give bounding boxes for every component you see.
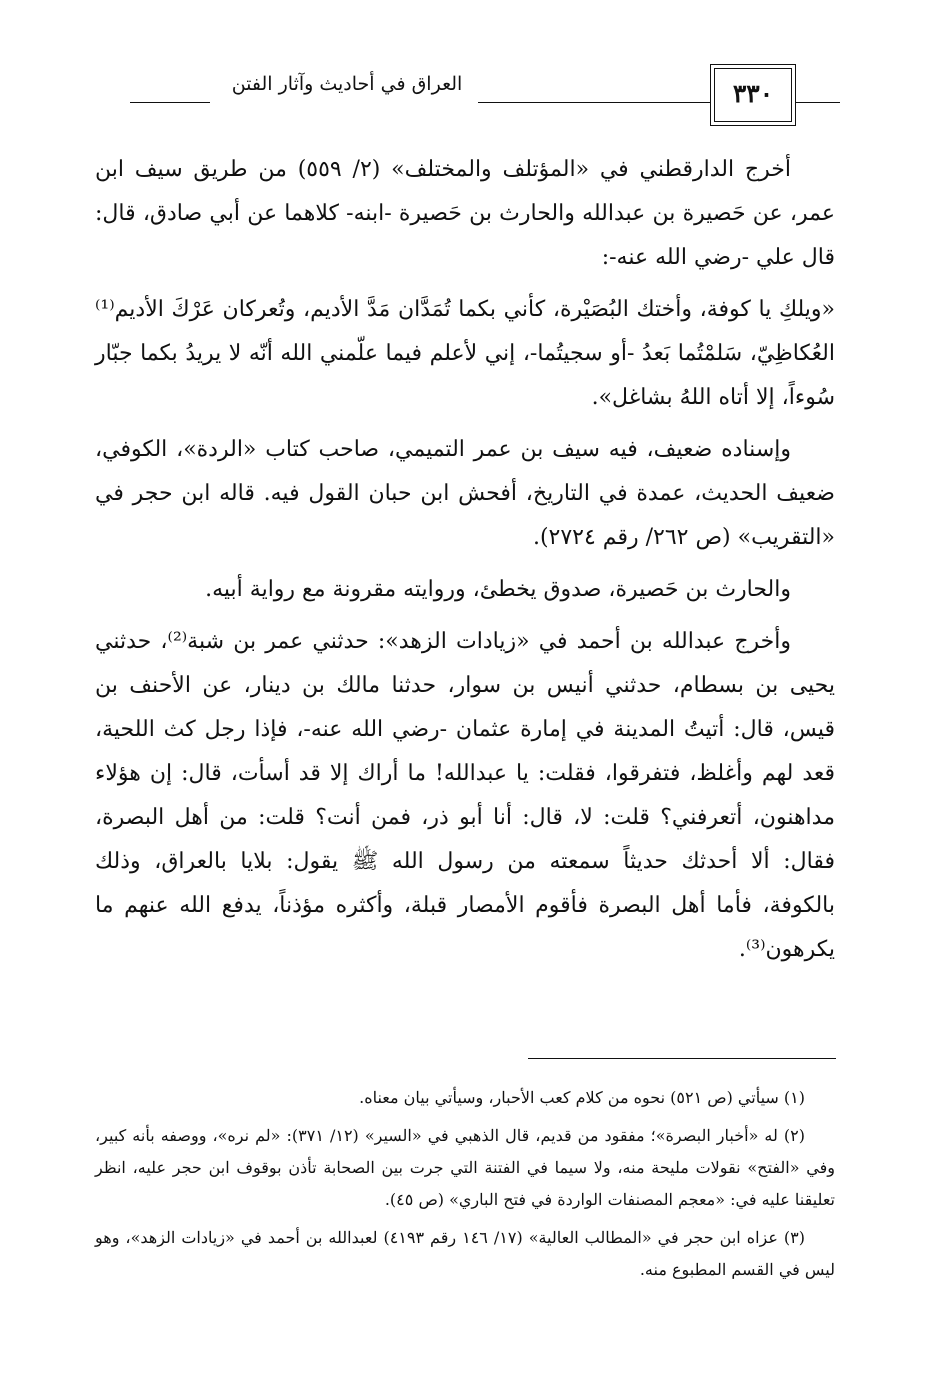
footnotes — [95, 1082, 835, 1292]
running-header — [130, 62, 840, 134]
footnote-3: (٣) عزاه ابن حجر في «المطالب العالية» (١٧/ ١٤٦ رقم ٤١٩٣) لعبدالله بن أحمد في «زيادات الزهد»، وهو ليس في القسم المطبوع منه. — [95, 1228, 835, 1279]
paragraph-5: وأخرج عبدالله بن أحمد في «زيادات الزهد»: حدثني عمر بن شبة⁽²⁾، حدثني يحيى بن بسطام، حدثني أنيس بن سوار، حدثنا مالك بن دينار، عن الأحنف بن قيس، قال: أتيتُ المدينة في إمارة عثمان -رضي الله عنه-، فإذا رجل كث اللحية، قعد لهم وأغلظ، فتفرقوا، فقلت: يا عبدالله! ما أراك إلا قد أسأت، قال: إن هؤلاء مداهنون، أتعرفني؟ قلت: لا، قال: أنا أبو ذر، فمن أنت؟ قلت: من أهل البصرة، فقال: ألا أحدثك حديثاً سمعته من رسول الله ﷺ يقول: بلايا بالعراق، وذلك بالكوفة، فأما أهل البصرة فأقوم الأمصار قبلة، وأكثره مؤذناً، يدفع الله عنهم ما يكرهون⁽³⁾. — [95, 629, 835, 962]
book-title: العراق في أحاديث وآثار الفتن — [231, 73, 463, 95]
footnote-separator — [528, 1058, 836, 1059]
paragraph-4: والحارث بن حَصيرة، صدوق يخطئ، وروايته مقرونة مع رواية أبيه. — [205, 577, 791, 602]
header-rule-middle — [478, 102, 710, 103]
header-rule-right — [796, 102, 840, 103]
main-text — [95, 148, 835, 980]
paragraph-3: وإسناده ضعيف، فيه سيف بن عمر التميمي، صاحب كتاب «الردة»، الكوفي، ضعيف الحديث، عمدة في التاريخ، أفحش ابن حبان القول فيه. قاله ابن حجر في «التقريب» (ص ٢٦٢/ رقم ٢٧٢٤). — [95, 437, 835, 550]
paragraph-2-quote: «ويلكِ يا كوفة، وأختك البُصَيْرة، كأني بكما تُمَدَّان مَدَّ الأديم، وتُعركان عَرْكَ الأديم⁽¹⁾ العُكاظِيّ، سَلمْتُما بَعدُ -أو سجيتُما-، إني لأعلم فيما علّمني الله أنّه لا يريدُ بكما جبّار سُوءاً، إلا أتاه اللهُ بشاغل». — [95, 297, 835, 410]
footnote-1: (١) سيأتي (ص ٥٢١) نحوه من كلام كعب الأحبار، وسيأتي بيان معناه. — [359, 1088, 805, 1107]
page-number: ٣٣٠ — [732, 79, 774, 108]
page-number-box — [710, 64, 796, 126]
header-rule-left — [130, 102, 210, 103]
footnote-2: (٢) له «أخبار البصرة»؛ مفقود من قديم، قال الذهبي في «السير» (١٢/ ٣٧١): «لم نره»، ووصفه بأنه كبير، وفي «الفتح» نقولات مليحة منه، ولا سيما في الفتنة التي جرت بين الصحابة تأذن بوقوف ابن حجر عليه، انظر تعليقنا عليه في: «معجم المصنفات الواردة في فتح الباري» (ص ٤٥). — [95, 1126, 835, 1209]
paragraph-1: أخرج الدارقطني في «المؤتلف والمختلف» (٢/ ٥٥٩) من طريق سيف ابن عمر، عن حَصيرة بن عبدالله والحارث بن حَصيرة -ابنه- كلاهما عن أبي صادق، قال: قال علي -رضي الله عنه-: — [95, 157, 835, 270]
